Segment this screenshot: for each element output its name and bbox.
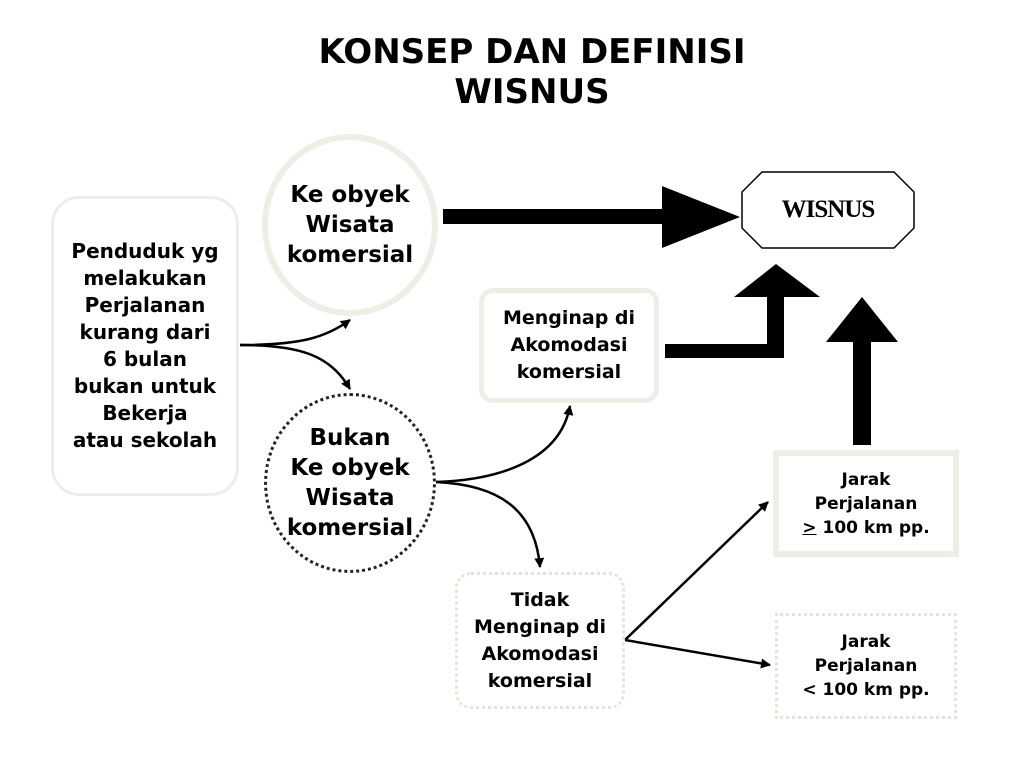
- jarak-ge-value: 100 km pp.: [816, 517, 930, 538]
- tidak-menginap-line: Akomodasi: [481, 642, 599, 665]
- ke-obyek-line: Wisata: [305, 212, 395, 238]
- tidak-menginap-line: Tidak: [510, 588, 570, 611]
- title-line-2: WISNUS: [454, 72, 610, 112]
- ke-obyek-line: Ke obyek: [290, 182, 410, 208]
- penduduk-line: 6 bulan: [102, 347, 188, 371]
- penduduk-line: kurang dari: [79, 320, 211, 344]
- penduduk-line: Perjalanan: [84, 293, 206, 317]
- up-arrow-jarak-to-wisnus: [826, 297, 898, 445]
- arrow-tidak-to-jarak-lt: [625, 640, 770, 665]
- arrow-penduduk-to-ke-obyek: [240, 320, 350, 345]
- ge-symbol: >: [802, 517, 817, 538]
- jarak-ge-line: Perjalanan: [814, 493, 918, 514]
- penduduk-line: melakukan: [83, 266, 207, 290]
- penduduk-line: bukan untuk: [73, 374, 217, 398]
- menginap-line: Akomodasi: [510, 334, 628, 356]
- jarak-lt-line: Jarak: [841, 632, 891, 652]
- bukan-line: Ke obyek: [290, 455, 410, 481]
- penduduk-line: Bekerja: [102, 401, 188, 425]
- arrow-bukan-to-tidak-menginap: [436, 482, 540, 567]
- big-arrow-ke-obyek-to-wisnus: [443, 186, 740, 248]
- menginap-line: komersial: [516, 361, 622, 383]
- jarak-ge-100-box: [773, 450, 959, 557]
- jarak-lt-line: Perjalanan: [814, 656, 918, 676]
- ke-obyek-circle: [262, 134, 438, 316]
- bukan-line: Wisata: [305, 485, 395, 511]
- arrow-tidak-to-jarak-ge: [625, 502, 768, 640]
- jarak-ge-line: Jarak: [841, 469, 891, 490]
- bukan-line: Bukan: [309, 425, 391, 451]
- jarak-lt-100-box: [775, 613, 957, 719]
- bukan-ke-obyek-circle: [264, 393, 436, 573]
- menginap-line: Menginap di: [502, 307, 636, 329]
- wisnus-label: WISNUS: [781, 196, 875, 223]
- title-line-1: KONSEP DAN DEFINISI: [318, 32, 746, 72]
- tidak-menginap-line: Menginap di: [473, 615, 607, 638]
- penduduk-line: atau sekolah: [72, 428, 218, 452]
- arrow-penduduk-to-bukan: [240, 345, 350, 389]
- penduduk-box: [51, 196, 239, 496]
- jarak-ge-line: [802, 516, 929, 540]
- jarak-lt-line: < 100 km pp.: [802, 680, 930, 700]
- tidak-menginap-box: [455, 572, 625, 709]
- menginap-box: [479, 288, 659, 403]
- elbow-arrow-menginap-to-wisnus: [665, 264, 820, 358]
- ke-obyek-line: komersial: [286, 242, 414, 268]
- tidak-menginap-line: komersial: [487, 669, 593, 692]
- penduduk-line: Penduduk yg: [71, 239, 219, 263]
- bukan-line: komersial: [286, 515, 414, 541]
- arrow-bukan-to-menginap: [436, 406, 570, 482]
